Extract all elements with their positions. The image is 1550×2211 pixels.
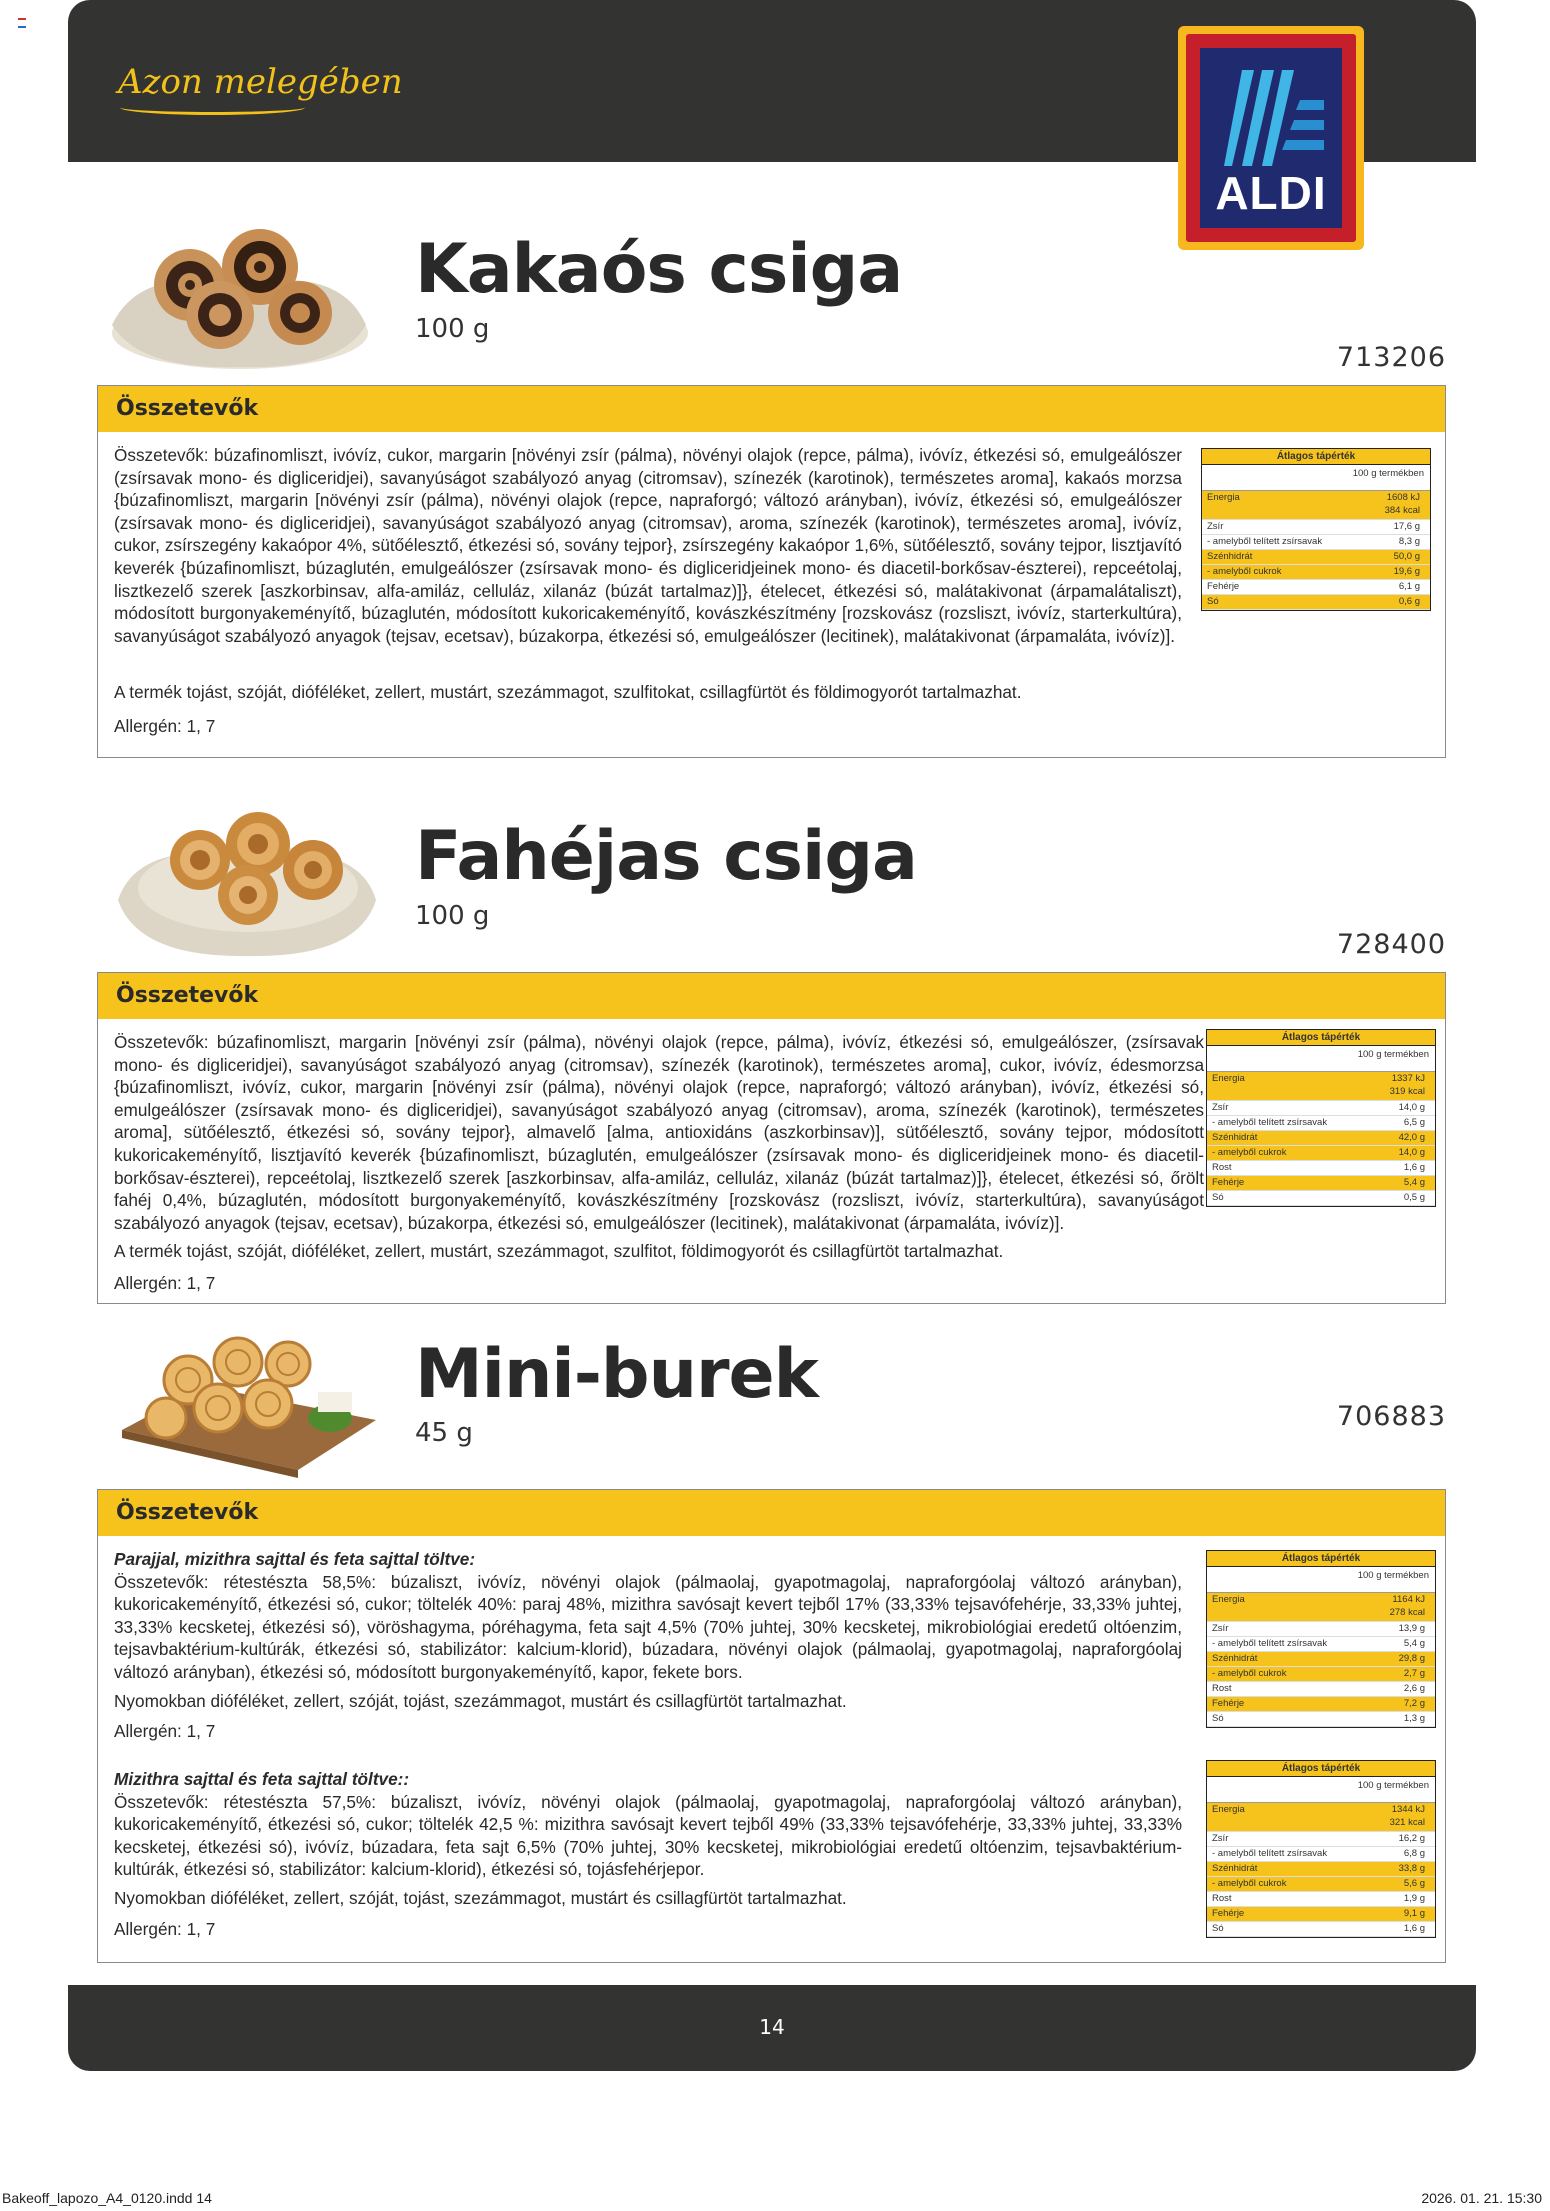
ingredients-text: Összetevők: búzafinomliszt, margarin [növényi zsír (pálma), növényi olajok (repce, pálma), ivóvíz, étkezési só, emulgeálószer, (zsírsavak mono- és digliceridjei), savanyúságot szabályozó anyag (citromsav), színezék (karotinok), természetes aroma], cukor, ivóvíz, édesmorzsa {búzafinomliszt, ivóvíz, cukor, margarin [növényi zsír (pálma), növényi olajok (repce, napraforgó; változó arányban), ivóvíz, étkezési só, emulgeálószer (zsírsavak mono- és digliceridjei), savanyúságot szabályozó anyag (citromsav), aroma, színezék (karotinok), természetes aroma], sütőélesztő, étkezési só, sovány tejpor}, almavelő [alma, antioxidáns (aszkorbinsav)], sütőélesztő, sovány tejpor, módosított kukoricakeményítő, lisztjavító keverék {búzafinomliszt, búzaglutén, emulgeálószer (zsírsavak mono- és digliceridjeinek mono- és diacetil-borkősav-észterei), repceétolaj, lisztkezelő szerek [aszkorbinsav, alfa-amiláz, celluláz, xilanáz (búzát tartalmaz)]}, ételecet, étkezési só, őrölt fahéj 0,4%, búzaglutén, módosított burgonyakeményítő, kovászkészítmény [rozskovász (rozsliszt, ivóvíz, starterkultúra), savanyúságot szabályozó anyagok (tejsav, ecetsav), búzakorpa, étkezési só, emulgeálószer (lecitinek), malátakivonat (árpamaláta, ivóvíz)].	[114, 1032, 1204, 1233]
nutrition-row: - amelyből telített zsírsavak 5,4 g	[1207, 1637, 1435, 1652]
nutrition-row: Rost 2,6 g	[1207, 1682, 1435, 1697]
nutrition-row: - amelyből cukrok 14,0 g	[1207, 1146, 1435, 1161]
nutrition-table	[1206, 1550, 1436, 1728]
product-code: 713206	[1336, 342, 1446, 373]
nutrition-row: Fehérje 9,1 g	[1207, 1907, 1435, 1922]
ingredients-text: Összetevők: búzafinomliszt, ivóvíz, cukor, margarin [növényi zsír (pálma), növényi olajok (repce, pálma), ivóvíz, étkezési só, emulgeálószer (zsírsavak mono- és digliceridjei), savanyúságot szabályozó anyag (citromsav), színezék (karotinok), természetes aroma], kakaós morzsa {búzafinomliszt, margarin [növényi zsír (pálma), növényi olajok (repce, napraforgó; változó arányban), ivóvíz, étkezési só, emulgeálószer (zsírsavak mono- és digliceridjei), savanyúságot szabályozó anyag (citromsav), aroma, színezék (karotinok), természetes aroma], ivóvíz, cukor, zsírszegény kakaópor 4%, sütőélesztő, étkezési só, sovány tejpor}, zsírszegény kakaópor 1,6%, sütőélesztő, sovány tejpor, lisztjavító keverék {búzafinomliszt, búzaglutén, emulgeálószer (zsírsavak mono- és digliceridjeinek mono- és diacetil-borkősav-észterei), repceétolaj, lisztkezelő szerek [aszkorbinsav, alfa-amiláz, celluláz, xilanáz (búzát tartalmaz)]}, ételecet, étkezési só, malátakivonat (árpamalátaliszt), módosított burgonyakeményítő, búzaglutén, módosított kukoricakeményítő, kovászkészítmény [rozskovász (rozsliszt, ivóvíz, starterkultúra), savanyúságot szabályozó anyagok (tejsav, ecetsav), búzakorpa, étkezési só, emulgeálószer (lecitinek), malátakivonat (árpamaláta, ivóvíz)].	[114, 445, 1182, 646]
print-slug-datetime: 2026. 01. 21. 15:30	[1421, 2190, 1542, 2206]
product-weight: 45 g	[415, 1418, 473, 1448]
nutrition-row: Szénhidrát 42,0 g	[1207, 1131, 1435, 1146]
nutrition-row: Szénhidrát 33,8 g	[1207, 1862, 1435, 1877]
product-weight: 100 g	[415, 901, 490, 931]
allergen-text: Allergén: 1, 7	[114, 716, 216, 736]
nutrition-row: Zsír 13,9 g	[1207, 1622, 1435, 1637]
ingredients-text: Összetevők: rétestészta 57,5%: búzaliszt, ivóvíz, növényi olajok (pálmaolaj, gyapotmagolaj, napraforgóolaj változó arányban), kukoricakeményítő, étkezési só, cukor; töltelék 42,5 %: mizithra savósajt kevert tejből 49% (33,33% tejsavófehérje, 33,33% juhtej, 33,33% kecsketej, étkezési só), ivóvíz, búzadara, feta sajt 6,5% (70% juhtej, 30% kecsketej, mikrobiológiai eredetű oltóenzim, tejsavbaktérium-kultúrák, étkezési só, stabilizátor: kalcium-klorid), étkezési só, tojásfehérjepor.	[114, 1791, 1182, 1880]
ingredients-panel	[97, 972, 1446, 1304]
variant-block	[114, 1548, 1182, 1743]
nutrition-row: Só 0,6 g	[1202, 595, 1430, 610]
nutrition-title: Átlagos tápérték	[1207, 1030, 1435, 1046]
product-image-kakaos-csiga	[100, 195, 376, 375]
brand-script: Azon melegében	[118, 62, 403, 102]
aldi-stripes-icon	[1224, 70, 1324, 166]
nutrition-row: Só 1,3 g	[1207, 1712, 1435, 1727]
allergen-text: Allergén: 1, 7	[114, 1721, 216, 1742]
nutrition-row: Fehérje 7,2 g	[1207, 1697, 1435, 1712]
nutrition-row: Fehérje 5,4 g	[1207, 1176, 1435, 1191]
nutrition-title: Átlagos tápérték	[1207, 1551, 1435, 1567]
nutrition-row: - amelyből telített zsírsavak 8,3 g	[1202, 535, 1430, 550]
section-label: Összetevők	[98, 1490, 1445, 1536]
product-image-fahejas-csiga	[108, 780, 384, 960]
ingredients-panel	[97, 1489, 1446, 1963]
nutrition-row: Rost 1,9 g	[1207, 1892, 1435, 1907]
product-code: 728400	[1336, 929, 1446, 960]
nutrition-row: Só 0,5 g	[1207, 1191, 1435, 1206]
may-contain-text: Nyomokban dióféléket, zellert, szóját, tojást, szezámmagot, mustárt és csillagfürtöt tartalmazhat.	[114, 1887, 847, 1908]
ingredients-panel	[97, 385, 1446, 758]
nutrition-title: Átlagos tápérték	[1202, 449, 1430, 465]
product-title: Fahéjas csiga	[415, 817, 917, 896]
nutrition-row: Só 1,6 g	[1207, 1922, 1435, 1937]
section-label: Összetevők	[98, 973, 1445, 1019]
nutrition-title: Átlagos tápérték	[1207, 1761, 1435, 1777]
nutrition-row: Energia 1344 kJ 321 kcal	[1207, 1803, 1435, 1832]
nutrition-row: - amelyből telített zsírsavak 6,5 g	[1207, 1116, 1435, 1131]
may-contain-text: Nyomokban dióféléket, zellert, szóját, tojást, szezámmagot, mustárt és csillagfürtöt tartalmazhat.	[114, 1690, 847, 1711]
nutrition-row: Energia 1164 kJ 278 kcal	[1207, 1593, 1435, 1622]
allergen-text: Allergén: 1, 7	[114, 1273, 216, 1293]
product-weight: 100 g	[415, 314, 490, 344]
nutrition-table	[1206, 1760, 1436, 1938]
nutrition-column-header: 100 g termékben	[1207, 1046, 1435, 1072]
variant-block	[114, 1768, 1182, 1940]
footer-band	[68, 1985, 1476, 2071]
aldi-logo	[1178, 26, 1364, 250]
product-image-mini-burek	[108, 1300, 384, 1480]
nutrition-row: Energia 1337 kJ 319 kcal	[1207, 1072, 1435, 1101]
aldi-wordmark: ALDI	[1215, 167, 1327, 219]
may-contain-text: A termék tojást, szóját, dióféléket, zellert, mustárt, szezámmagot, szulfitokat, csillagfürtöt és földimogyorót tartalmazhat.	[114, 682, 1022, 702]
variant-subtitle: Parajjal, mizithra sajttal és feta sajttal töltve:	[114, 1549, 476, 1569]
nutrition-row: - amelyből cukrok 5,6 g	[1207, 1877, 1435, 1892]
page-number: 14	[759, 2015, 785, 2039]
nutrition-row: Energia 1608 kJ 384 kcal	[1202, 491, 1430, 520]
print-slug-file: Bakeoff_lapozo_A4_0120.indd 14	[2, 2190, 212, 2206]
nutrition-row: Zsír 17,6 g	[1202, 520, 1430, 535]
nutrition-row: - amelyből cukrok 2,7 g	[1207, 1667, 1435, 1682]
nutrition-table	[1201, 448, 1431, 611]
nutrition-row: Zsír 16,2 g	[1207, 1832, 1435, 1847]
nutrition-row: Zsír 14,0 g	[1207, 1101, 1435, 1116]
allergen-text: Allergén: 1, 7	[114, 1918, 216, 1939]
nutrition-column-header: 100 g termékben	[1207, 1777, 1435, 1803]
nutrition-row: Szénhidrát 29,8 g	[1207, 1652, 1435, 1667]
nutrition-column-header: 100 g termékben	[1202, 465, 1430, 491]
nutrition-table	[1206, 1029, 1436, 1207]
nutrition-row: Rost 1,6 g	[1207, 1161, 1435, 1176]
may-contain-text: A termék tojást, szóját, dióféléket, zellert, mustárt, szezámmagot, szulfitot, földimogyorót és csillagfürtöt tartalmazhat.	[114, 1241, 1004, 1261]
nutrition-column-header: 100 g termékben	[1207, 1567, 1435, 1593]
nutrition-row: - amelyből telített zsírsavak 6,8 g	[1207, 1847, 1435, 1862]
product-code: 706883	[1336, 1401, 1446, 1432]
registration-mark	[18, 18, 26, 28]
section-label: Összetevők	[98, 386, 1445, 432]
wheat-icon	[120, 100, 305, 115]
product-title: Mini-burek	[415, 1335, 818, 1414]
nutrition-row: - amelyből cukrok 19,6 g	[1202, 565, 1430, 580]
product-title: Kakaós csiga	[415, 230, 903, 309]
ingredients-text: Összetevők: rétestészta 58,5%: búzaliszt, ivóvíz, növényi olajok (pálmaolaj, gyapotmagolaj, napraforgóolaj változó arányban), kukoricakeményítő, étkezési só, cukor; töltelék 40%: paraj 48%, mizithra savósajt kevert tejből 17% (33,33% tejsavófehérje, 33,33% juhtej, 33,33% kecsketej, étkezési só), vöröshagyma, póréhagyma, feta sajt 4,5% (70% juhtej, 30% kecsketej, mikrobiológiai eredetű oltóenzim, tejsavbaktérium-kultúrák, étkezési só, stabilizátor: kalcium-klorid), búzadara, növényi olajok (pálmaolaj, gyapotmagolaj, napraforgóolaj változó arányban), étkezési só, módosított burgonyakeményítő, kapor, fekete bors.	[114, 1571, 1182, 1682]
nutrition-row: Fehérje 6,1 g	[1202, 580, 1430, 595]
variant-subtitle: Mizithra sajttal és feta sajttal töltve::	[114, 1769, 410, 1789]
nutrition-row: Szénhidrát 50,0 g	[1202, 550, 1430, 565]
